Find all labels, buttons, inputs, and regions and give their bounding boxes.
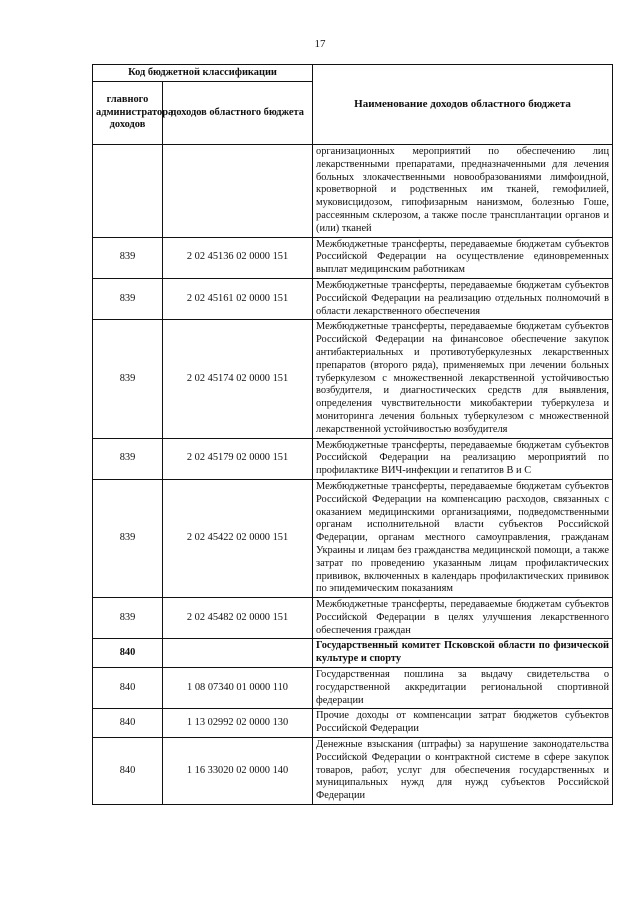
admin-cell xyxy=(93,145,163,238)
name-cell: Межбюджетные трансферты, передаваемые бюджетам субъектов Российской Федерации на реализацию мероприятий по профилактике ВИЧ-инфекции и гепатитов B и C xyxy=(313,438,613,479)
table-row xyxy=(93,668,613,709)
name-cell: Межбюджетные трансферты, передаваемые бюджетам субъектов Российской Федерации на компенсацию расходов, связанных с оказанием медицинскими организациями, подведомственными органам исполнительной власти субъектов Российской Федерации, органам местного самоуправления, гражданам Украины и лицам без гражданства медицинской помощи, а также затрат по проведению указанным лицам профилактических прививок, включенных в календарь профилактических прививок по эпидемическим показаниям xyxy=(313,479,613,597)
header-income-name: Наименование доходов областного бюджета xyxy=(313,65,613,145)
header-admin: главного администратора доходов xyxy=(93,82,163,145)
admin-cell: 839 xyxy=(93,237,163,278)
table-row xyxy=(93,438,613,479)
table-row xyxy=(93,320,613,438)
table-body xyxy=(93,145,613,805)
name-cell: Межбюджетные трансферты, передаваемые бюджетам субъектов Российской Федерации на осуществление единовременных выплат медицинским работникам xyxy=(313,237,613,278)
header-classification-code: Код бюджетной классификации xyxy=(93,65,313,82)
table-row-section-heading xyxy=(93,639,613,668)
code-cell: 2 02 45161 02 0000 151 xyxy=(163,278,313,319)
code-cell xyxy=(163,639,313,668)
table-row xyxy=(93,278,613,319)
table-row xyxy=(93,738,613,805)
code-cell xyxy=(163,145,313,238)
code-cell: 1 16 33020 02 0000 140 xyxy=(163,738,313,805)
name-cell: Государственная пошлина за выдачу свидетельства о государственной аккредитации региональной спортивной федерации xyxy=(313,668,613,709)
admin-cell: 839 xyxy=(93,598,163,639)
admin-cell: 840 xyxy=(93,709,163,738)
name-cell: Государственный комитет Псковской области по физической культуре и спорту xyxy=(313,639,613,668)
code-cell: 2 02 45422 02 0000 151 xyxy=(163,479,313,597)
admin-cell: 839 xyxy=(93,278,163,319)
code-cell: 2 02 45179 02 0000 151 xyxy=(163,438,313,479)
page-number: 17 xyxy=(314,38,326,50)
admin-cell: 839 xyxy=(93,438,163,479)
name-cell: Прочие доходы от компенсации затрат бюджетов субъектов Российской Федерации xyxy=(313,709,613,738)
name-cell: организационных мероприятий по обеспечению лиц лекарственными препаратами, предназначенными для лечения больных злокачественными новообразованиями лимфоидной, кроветворной и родственных им тканей, гемофилией, муковисцидозом, гипофизарным нанизмом, болезнью Гоше, рассеянным склерозом, а также после трансплантации органов и (или) тканей xyxy=(313,145,613,238)
table-header xyxy=(93,65,613,145)
code-cell: 1 13 02992 02 0000 130 xyxy=(163,709,313,738)
admin-cell: 840 xyxy=(93,639,163,668)
name-cell: Межбюджетные трансферты, передаваемые бюджетам субъектов Российской Федерации на финансовое обеспечение закупок антибактериальных и противотуберкулезных лекарственных препаратов (второго ряда), применяемых при лечении больных туберкулезом с множественной лекарственной устойчивостью возбудителя, и диагностических средств для выявления, определения чувствительности микобактерии туберкулеза и мониторинга лечения больных туберкулезом с множественной лекарственной устойчивостью возбудителя xyxy=(313,320,613,438)
name-cell: Межбюджетные трансферты, передаваемые бюджетам субъектов Российской Федерации в целях улучшения лекарственного обеспечения граждан xyxy=(313,598,613,639)
admin-cell: 840 xyxy=(93,668,163,709)
table-row xyxy=(93,598,613,639)
table-row xyxy=(93,709,613,738)
table-row xyxy=(93,145,613,238)
code-cell: 2 02 45482 02 0000 151 xyxy=(163,598,313,639)
table-row xyxy=(93,479,613,597)
code-cell: 1 08 07340 01 0000 110 xyxy=(163,668,313,709)
name-cell: Денежные взыскания (штрафы) за нарушение законодательства Российской Федерации о контрактной системе в сфере закупок товаров, работ, услуг для обеспечения государственных и муниципальных нужд для нужд субъектов Российской Федерации xyxy=(313,738,613,805)
admin-cell: 840 xyxy=(93,738,163,805)
table-row xyxy=(93,237,613,278)
admin-cell: 839 xyxy=(93,479,163,597)
code-cell: 2 02 45174 02 0000 151 xyxy=(163,320,313,438)
code-cell: 2 02 45136 02 0000 151 xyxy=(163,237,313,278)
name-cell: Межбюджетные трансферты, передаваемые бюджетам субъектов Российской Федерации на реализацию отдельных полномочий в области лекарственного обеспечения xyxy=(313,278,613,319)
budget-table xyxy=(92,64,613,805)
admin-cell: 839 xyxy=(93,320,163,438)
header-income-code: доходов областного бюджета xyxy=(163,82,313,145)
